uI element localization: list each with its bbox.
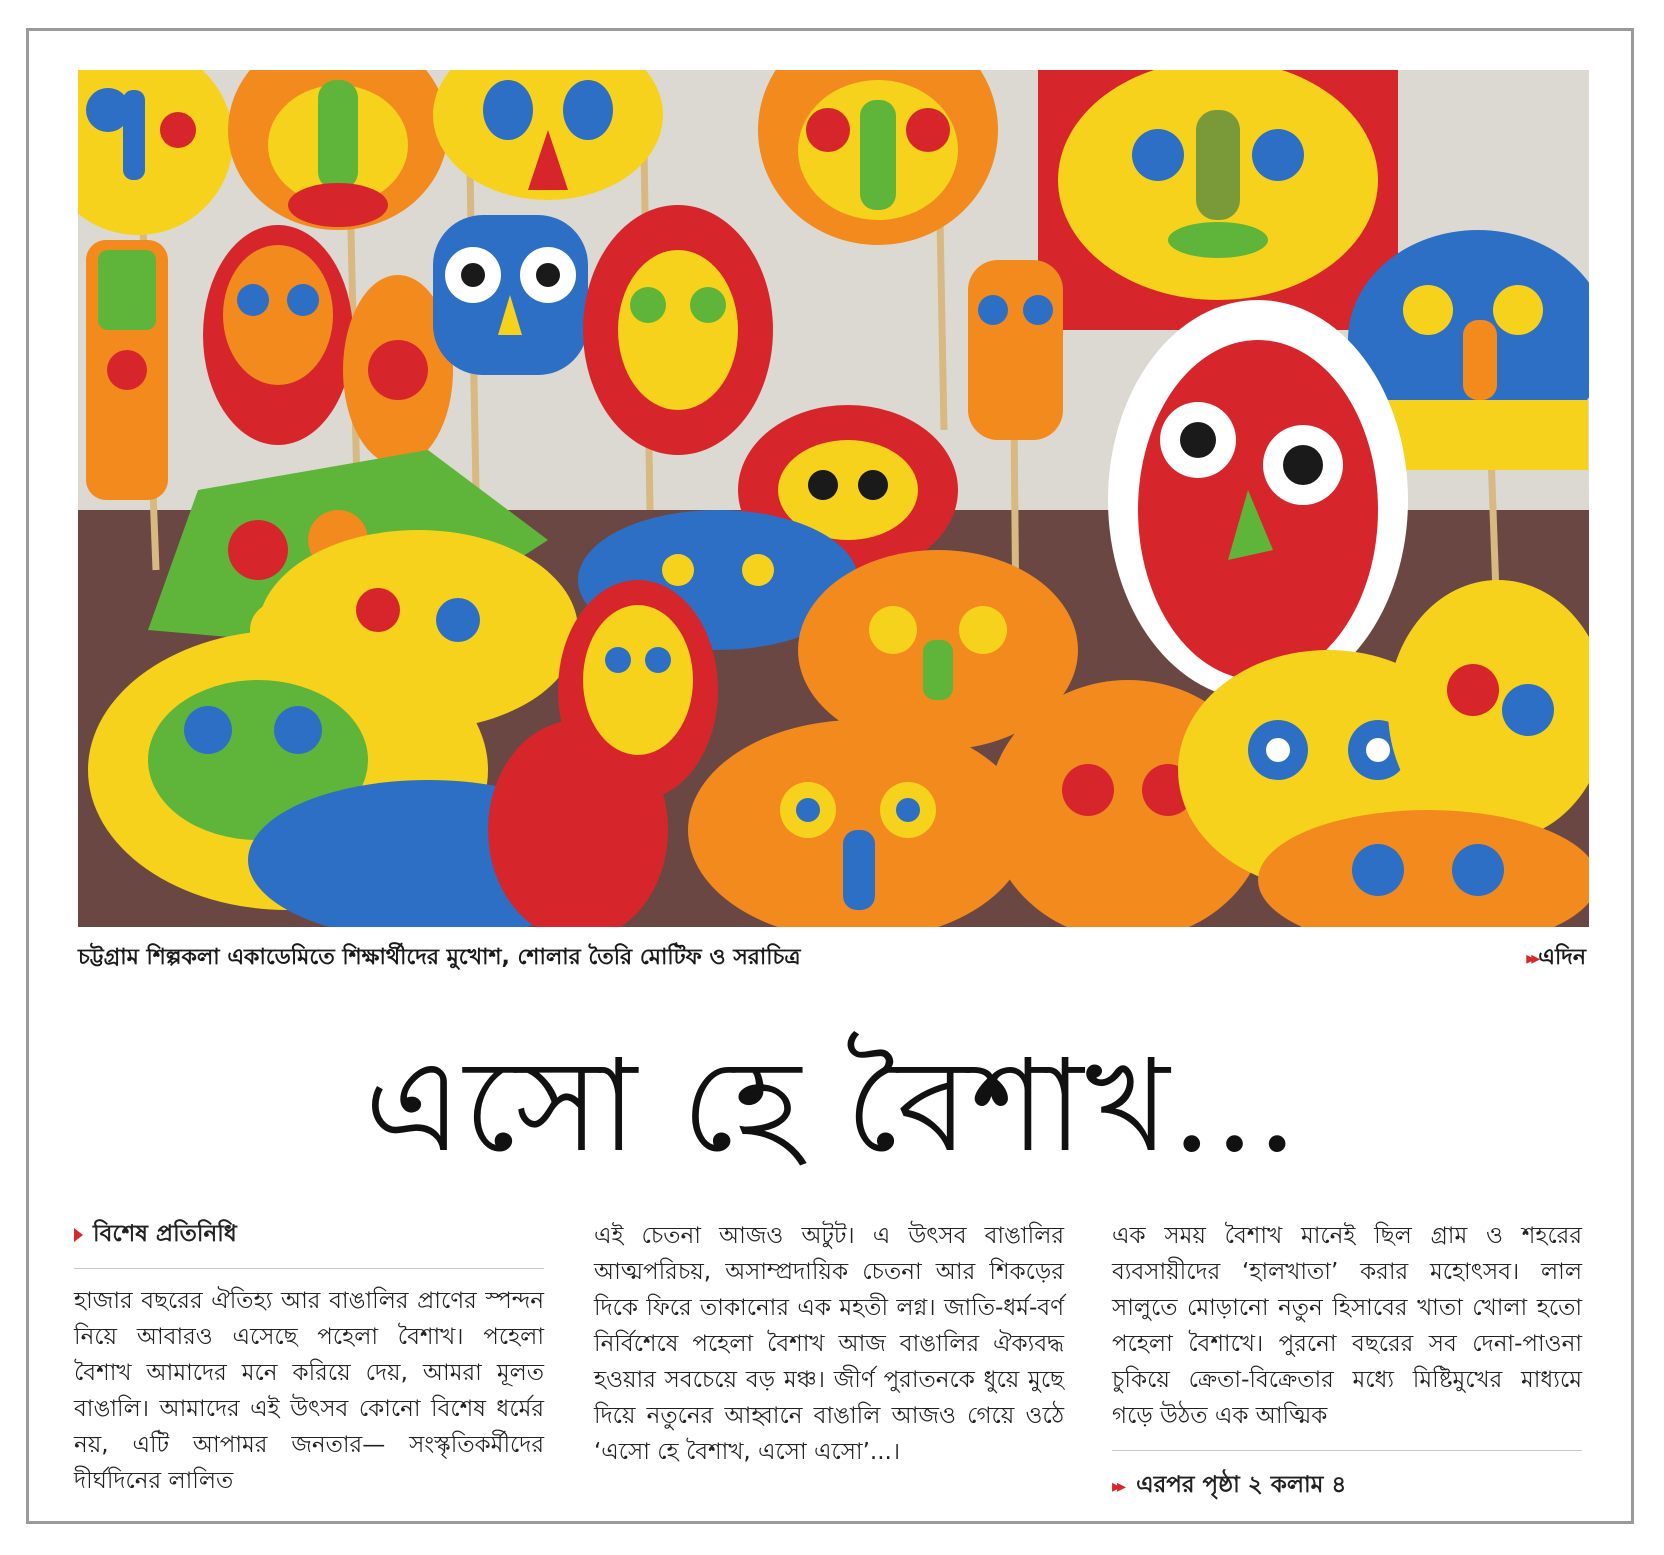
double-chevron-icon: ▸▸ [1526, 948, 1537, 969]
byline-label: বিশেষ প্রতিনিধি [93, 1221, 237, 1247]
continuation-link[interactable] [1112, 1450, 1582, 1503]
continuation-label: এরপর পৃষ্ঠা ২ কলাম ৪ [1136, 1472, 1347, 1498]
article-column-1 [74, 1221, 544, 1499]
masks-photo [78, 70, 1589, 927]
column-3-text: এক সময় বৈশাখ মানেই ছিল গ্রাম ও শহরের ব্যবসায়ীদের ‘হালখাতা’ করার মহোৎসব। লাল সালুতে মোড়ানো নতুন হিসাবের খাতা খোলা হতো পহেলা বৈশাখে। পুরনো বছরের সব দেনা-পাওনা চুকিয়ে ক্রেতা-বিক্রেতার মধ্যে মিষ্টিমুখের মাধ্যমে গড়ে উঠত এক আত্মিক [1112, 1223, 1582, 1429]
masks-illustration [78, 70, 1589, 927]
article-column-3 [1112, 1218, 1582, 1503]
photo-credit-label: এদিন [1538, 945, 1586, 970]
column-1-text: হাজার বছরের ঐতিহ্য আর বাঙালির প্রাণের স্পন্দন নিয়ে আবারও এসেছে পহেলা বৈশাখ। পহেলা বৈশাখ আমাদের মনে করিয়ে দেয়, আমরা মূলত বাঙালি। আমাদের এই উৎসব কোনো বিশেষ ধর্মের নয়, এটি আপামর জনতার— সংস্কৃতিকর্মীদের দীর্ঘদিনের লালিত [74, 1288, 544, 1494]
double-chevron-icon: ▸▸ [1112, 1476, 1123, 1497]
triangle-icon [74, 1228, 83, 1242]
photo-credit [1526, 944, 1586, 973]
photo-caption: চট্টগ্রাম শিল্পকলা একাডেমিতে শিক্ষার্থীদের মুখোশ, শোলার তৈরি মোটিফ ও সরাচিত্র [78, 945, 801, 970]
byline [74, 1218, 544, 1269]
headline: এসো হে বৈশাখ... [364, 1032, 1300, 1181]
article-column-2 [594, 1218, 1064, 1470]
column-2-text: এই চেতনা আজও অটুট। এ উৎসব বাঙালির আত্মপরিচয়, অসাম্প্রদায়িক চেতনা আর শিকড়ের দিকে ফিরে তাকানোর এক মহতী লগ্ন। জাতি-ধর্ম-বর্ণ নির্বিশেষে পহেলা বৈশাখ আজ বাঙালির ঐক্যবদ্ধ হওয়ার সবচেয়ে বড় মঞ্চ। জীর্ণ পুরাতনকে ধুয়ে মুছে দিয়ে নতুনের আহ্বানে বাঙালি আজও গেয়ে ওঠে ‘এসো হে বৈশাখ, এসো এসো’...। [594, 1223, 1064, 1465]
